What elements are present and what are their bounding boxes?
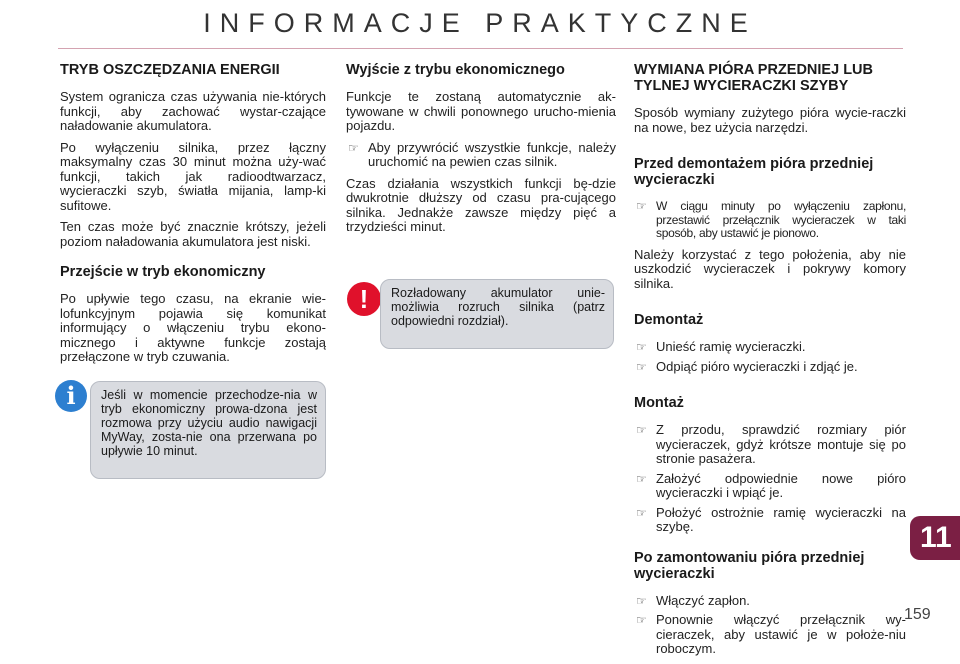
section-title-energy-saving: TRYB OSZCZĘDZANIA ENERGII xyxy=(60,62,280,78)
paragraph: Sposób wymiany zużytego pióra wycie-raczki na nowe, bez użycia narzędzi. xyxy=(634,105,906,135)
warning-icon: ! xyxy=(347,282,381,316)
list-item: ☞ Ponownie włączyć przełącznik wy-cieraczek, aby ustawić je w położe-niu roboczym. xyxy=(636,612,906,656)
info-note-text: Jeśli w momencie przechodze-nia w tryb ekonomiczny prowa-dzona jest rozmowa przy użyciu audio nawigacji MyWay, zosta-nie ona przerwana po upływie 10 minut. xyxy=(101,388,317,458)
pointing-hand-icon: ☞ xyxy=(636,613,647,627)
page-number: 159 xyxy=(904,606,931,623)
pointing-hand-icon: ☞ xyxy=(636,593,647,608)
column-middle xyxy=(346,62,616,242)
pointing-hand-icon: ☞ xyxy=(636,340,647,354)
section-title-exit-eco: Wyjście z trybu ekonomicznego xyxy=(346,62,565,78)
list-item: ☞ Z przodu, sprawdzić rozmiary piór wycieraczek, gdyż krótsze montuje się po stronie pasażera. xyxy=(636,422,906,466)
list-item: ☞ W ciągu minuty po wyłączeniu zapłonu, przestawić przełącznik wycieraczek w taki sposób, aby ustawić je pionowo. xyxy=(636,199,906,240)
paragraph: Funkcje te zostaną automatycznie ak-tywowane w chwili ponownego urucho-mienia pojazdu. xyxy=(346,89,616,133)
bullet-list xyxy=(634,594,906,657)
warning-note-text: Rozładowany akumulator unie-możliwia rozruch silnika (patrz odpowiedni rozdział). xyxy=(391,286,605,328)
section-title-wiper-replacement: WYMIANA PIÓRA PRZEDNIEJ LUB TYLNEJ WYCIERACZKI SZYBY xyxy=(634,62,873,94)
pointing-hand-icon: ☞ xyxy=(636,199,647,213)
info-note xyxy=(90,381,326,479)
pointing-hand-icon: ☞ xyxy=(636,423,647,437)
pointing-hand-icon: ☞ xyxy=(636,471,647,486)
pointing-hand-icon: ☞ xyxy=(636,359,647,374)
bullet-list xyxy=(346,141,616,170)
pointing-hand-icon: ☞ xyxy=(348,140,359,155)
section-title-removal: Demontaż xyxy=(634,312,704,328)
bullet-list xyxy=(634,200,906,241)
list-item: ☞ Aby przywrócić wszystkie funkcje, należy uruchomić na pewien czas silnik. xyxy=(348,139,616,169)
section-title-before-removal: Przed demontażem pióra przedniej wycieraczki xyxy=(634,156,874,188)
list-item: ☞ Położyć ostrożnie ramię wycieraczki na szybę. xyxy=(636,504,906,534)
bullet-list xyxy=(634,423,906,535)
paragraph: Ten czas może być znacznie krótszy, jeżeli poziom naładowania akumulatora jest niski. xyxy=(60,219,326,249)
page-title: INFORMACJE PRAKTYCZNE xyxy=(203,8,757,38)
pointing-hand-icon: ☞ xyxy=(636,505,647,520)
title-divider xyxy=(58,48,903,49)
paragraph: Po upływie tego czasu, na ekranie wie-lofunkcyjnym pojawia się komunikat informujący o włączeniu trybu ekono-micznego i aktywne funkcje zostają przełączone w tryb czuwania. xyxy=(60,291,326,364)
section-title-after-installation: Po zamontowaniu pióra przedniej wycieraczki xyxy=(634,549,865,582)
section-title-enter-eco: Przejście w tryb ekonomiczny xyxy=(60,264,266,280)
paragraph: System ogranicza czas używania nie-których funkcji, aby zachować wystar-czające naładowanie akumulatora. xyxy=(60,89,326,133)
column-left xyxy=(60,62,326,372)
warning-note xyxy=(380,279,614,349)
list-item: ☞ Odpiąć pióro wycieraczki i zdjąć je. xyxy=(636,358,858,374)
bullet-list xyxy=(634,340,906,374)
list-item: ☞ Założyć odpowiednie nowe pióro wycieraczki i wpiąć je. xyxy=(636,470,906,500)
column-right xyxy=(634,62,906,664)
paragraph: Po wyłączeniu silnika, przez łączny maksymalny czas 30 minut można uży-wać funkcji, takich jak radioodtwarzacz, wycieraczki szyb, światła mijania, lamp-ki sufitowe. xyxy=(60,139,326,213)
chapter-tab: 11 xyxy=(910,516,960,560)
paragraph: Należy korzystać z tego położenia, aby nie uszkodzić wycieraczek i pokrywy komory silnika. xyxy=(634,246,906,291)
list-item: ☞ Unieść ramię wycieraczki. xyxy=(636,339,806,354)
list-item: ☞ Włączyć zapłon. xyxy=(636,592,750,608)
paragraph: Czas działania wszystkich funkcji bę-dzie dwukrotnie dłuższy od czasu pra-cującego silnika. Jednakże zawsze między pięć a trzydzieści minut. xyxy=(346,175,616,234)
info-icon: i xyxy=(55,380,87,412)
section-title-installation: Montaż xyxy=(634,395,684,411)
